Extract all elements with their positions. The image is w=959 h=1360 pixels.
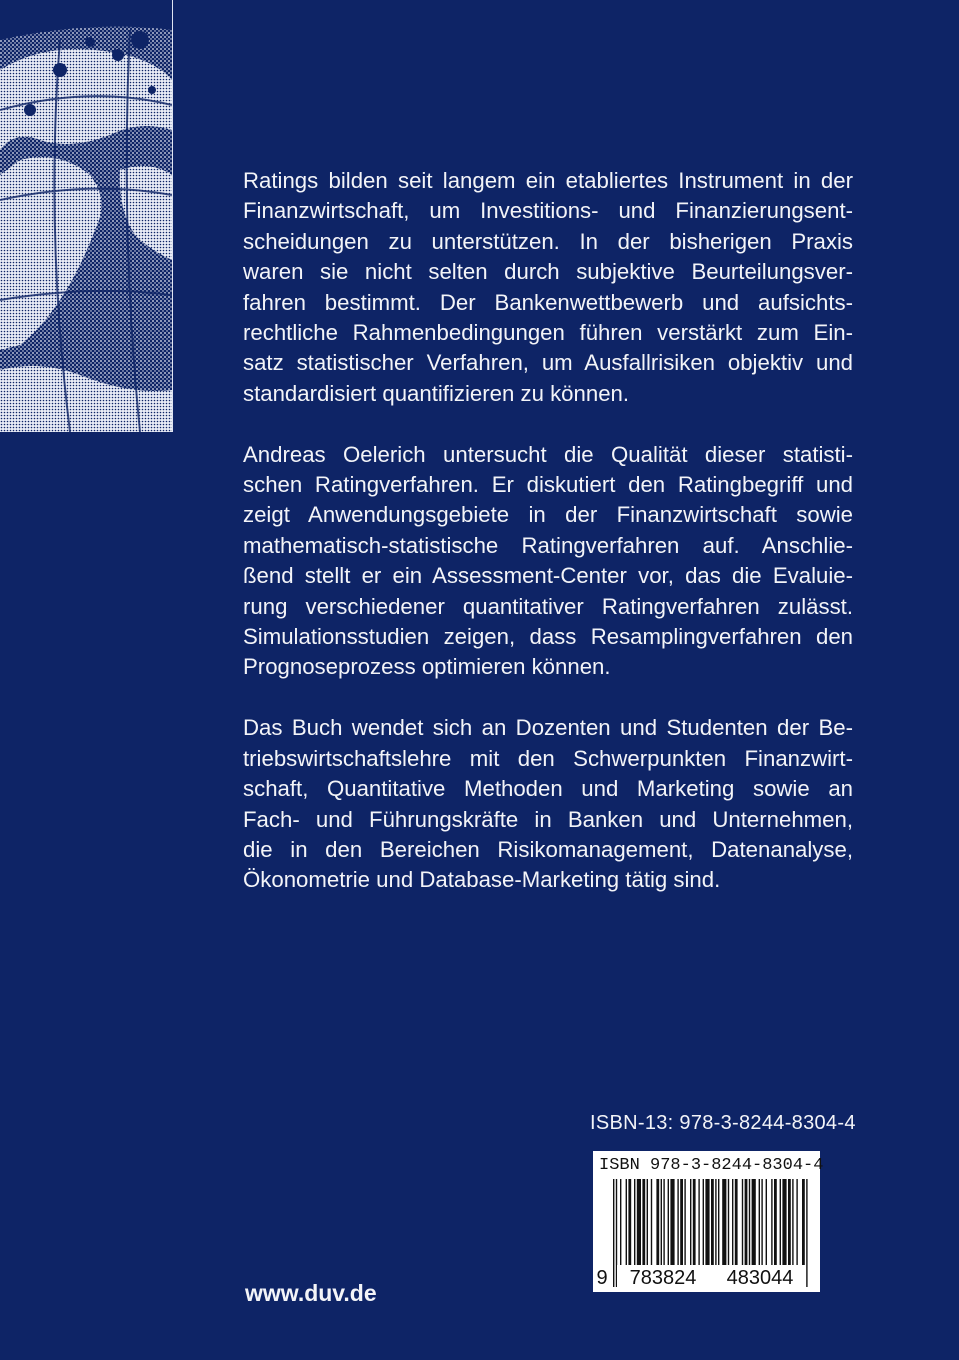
barcode-bar [788,1179,791,1265]
barcode-bar [722,1179,726,1265]
blurb-paragraph-3 [243,713,853,895]
text-line: fahren bestimmt. Der Bankenwettbewerb und aufsichts- [243,289,853,315]
barcode-bar [735,1179,738,1265]
text-line: Finanzwirtschaft, um Investitions- und Finanzierungsent- [243,198,853,224]
text-line: mathematisch-statistische Ratingverfahren auf. Anschlie- [243,532,853,558]
barcode-bar [642,1179,645,1265]
barcode-bar [637,1179,641,1265]
barcode-bar [613,1179,614,1287]
barcode-bar [774,1179,777,1265]
text-line: zeigt Anwendungsgebiete in der Finanzwirtschaft sowie [243,502,853,528]
barcode-bar [749,1179,750,1265]
barcode-bar [670,1179,674,1265]
barcode-bar [703,1179,704,1265]
text-line: schaft, Quantitative Methoden und Marketing sowie an [243,776,853,802]
barcode-bar [690,1179,691,1265]
barcode-bar [628,1179,631,1265]
barcode-digits-left: 783824 [617,1265,709,1291]
text-line: Das Buch wendet sich an Dozenten und Studenten der Be- [243,715,853,741]
barcode-bar [680,1179,683,1265]
barcode-bar [718,1179,719,1265]
barcode-bar [742,1179,743,1265]
barcode-digit-first: 9 [593,1265,611,1291]
text-line: rung verschiedener quantitativer Ratingverfahren zulässt. [243,593,853,619]
barcode-bar [796,1179,797,1265]
text-line: Ratings bilden seit langem ein etabliertes Instrument in der [243,168,853,193]
text-line: satz statistischer Verfahren, um Ausfallrisiken objektiv und [243,350,853,376]
text-line: Prognoseprozess optimieren können. [243,654,611,680]
barcode-bar [663,1179,664,1265]
barcode-digits-right: 483044 [714,1265,806,1291]
barcode-bar [792,1179,793,1265]
barcode-bar [806,1179,807,1287]
barcode-bar [677,1179,678,1265]
barcode-bar [634,1179,635,1265]
barcode-bar [759,1179,760,1265]
isbn-barcode [593,1151,824,1292]
text-line: triebswirtschaftslehre mit den Schwerpunkten Finanzwirt- [243,745,853,771]
barcode-bar [761,1179,762,1265]
barcode-bar [766,1179,767,1265]
barcode-bar [647,1179,648,1265]
text-line: rechtliche Rahmenbedingungen führen verstärkt zum Ein- [243,320,853,346]
text-line: scheidungen zu unterstützen. In der bisherigen Praxis [243,228,853,254]
barcode-bar [752,1179,756,1265]
isbn-label: ISBN-13: 978-3-8244-8304-4 [590,1112,856,1134]
blurb-paragraph-1 [243,166,853,409]
globe-illustration [0,0,173,432]
blurb-paragraph-2 [243,440,853,683]
barcode-bar [620,1179,621,1265]
text-line: ßend stellt er ein Assessment-Center vor, das die Evaluie- [243,563,853,589]
text-line: waren sie nicht selten durch subjektive Beurteilungsver- [243,259,853,285]
text-line: Ökonometrie und Database-Marketing tätig sind. [243,867,721,893]
text-line: Simulationsstudien zeigen, dass Resamplingverfahren den [243,624,853,650]
barcode-bar [715,1179,716,1265]
barcode-bar [698,1179,699,1265]
barcode-bar [651,1179,652,1265]
text-line: die in den Bereichen Risikomanagement, Datenanalyse, [243,836,853,862]
barcode-bar [693,1179,696,1265]
text-line: schen Ratingverfahren. Er diskutiert den Ratingbegriff und [243,472,853,498]
barcode-isbn-text: ISBN 978-3-8244-8304-4 [599,1156,824,1175]
barcode-bar [661,1179,662,1265]
globe-image [0,0,172,432]
barcode-bar [656,1179,659,1265]
barcode-bar [782,1179,786,1265]
barcode-bar [728,1179,729,1265]
barcode-bar [684,1179,685,1265]
barcode-bar [711,1179,714,1265]
publisher-website: www.duv.de [245,1280,377,1306]
barcode-bar [780,1179,781,1265]
cover-blurb [243,166,853,926]
barcode-bar [705,1179,709,1265]
text-line: standardisiert quantifizieren zu können. [243,380,630,406]
text-line: Andreas Oelerich untersucht die Qualität dieser statisti- [243,441,853,467]
barcode-bar [732,1179,733,1265]
barcode-bar [771,1179,772,1265]
barcode-bar [668,1179,669,1265]
barcode-bar [802,1179,805,1265]
text-line: Fach- und Führungskräfte in Banken und Unternehmen, [243,806,853,832]
barcode-bar [626,1179,627,1265]
